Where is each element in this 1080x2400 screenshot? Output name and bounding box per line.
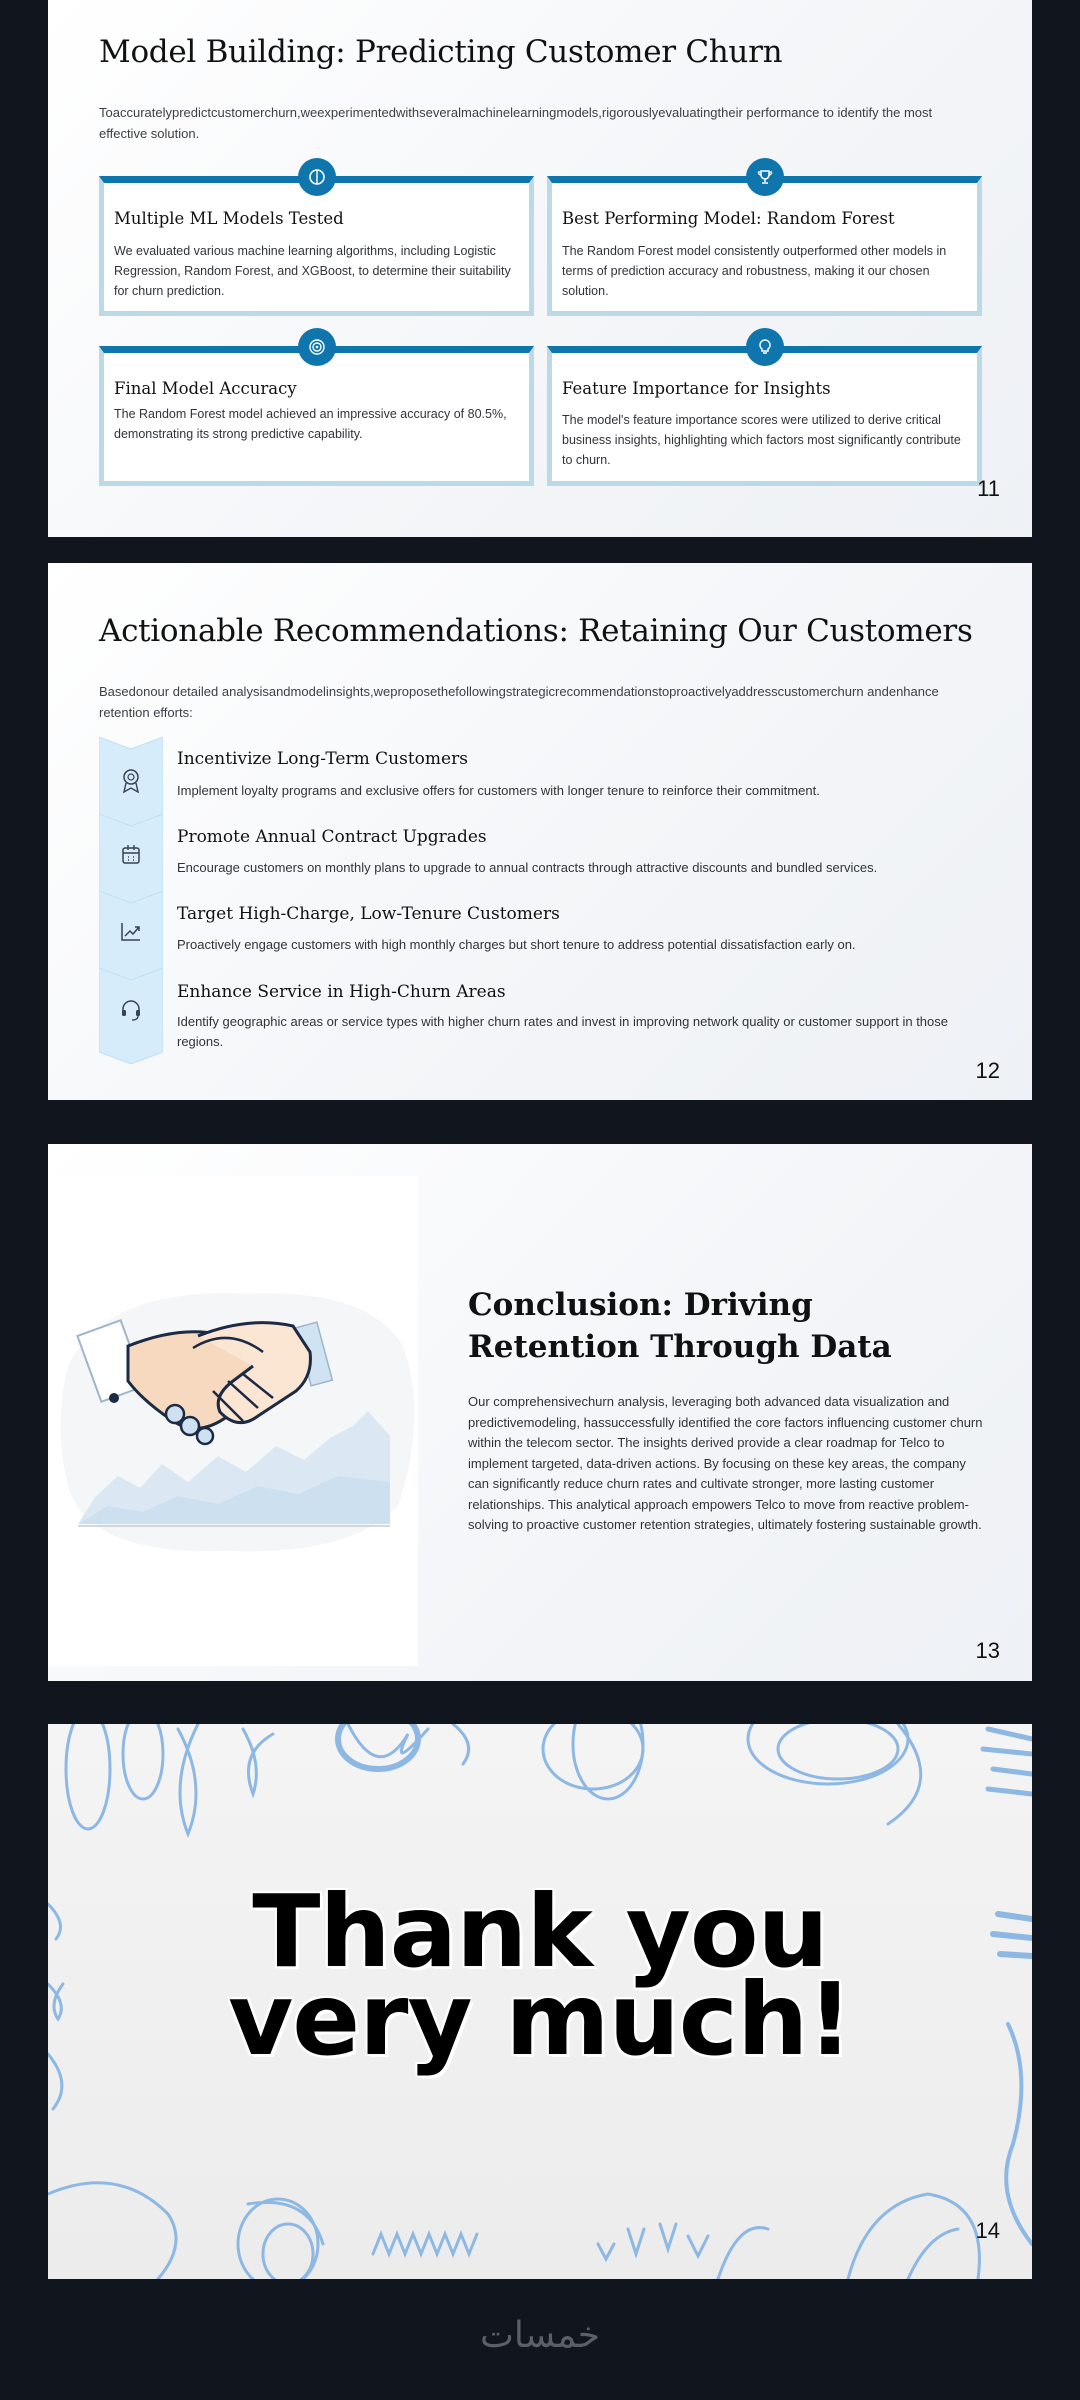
card-title: Multiple ML Models Tested (114, 209, 344, 228)
slide-title: Conclusion: Driving Retention Through Data (468, 1287, 892, 1365)
illustration-panel (48, 1176, 418, 1666)
rec-desc: Proactively engage customers with high monthly charges but short tenure to address potential dissatisfaction early on. (177, 937, 856, 952)
card-title: Best Performing Model: Random Forest (562, 209, 895, 228)
page-number: 12 (975, 1058, 1000, 1083)
rec-desc: Implement loyalty programs and exclusive offers for customers with longer tenure to reinforce their commitment. (177, 783, 820, 798)
target-icon (298, 328, 336, 366)
page-number: 14 (975, 2218, 1000, 2243)
page-number: 11 (977, 476, 1000, 501)
page-number: 13 (975, 1638, 1000, 1663)
card-desc: We evaluated various machine learning algorithms, including Logistic Regression, Random Forest, and XGBoost, to determine their suitability for churn prediction. (114, 244, 511, 298)
rec-title: Enhance Service in High-Churn Areas (177, 982, 506, 1002)
thanks-line-2: very much! (228, 1961, 852, 2078)
card-feature-importance (547, 346, 982, 486)
slide-intro: Toaccuratelypredictcustomerchurn,weexperimentedwithseveralmachinelearningmodels,rigorouslyevaluatingtheir performance to identify the most effective solution. (99, 105, 933, 141)
card-random-forest (547, 176, 982, 316)
thanks-line-1: Thank you (252, 1873, 828, 1990)
slide-title: Actionable Recommendations: Retaining Our Customers (99, 613, 973, 649)
card-final-accuracy (99, 346, 534, 486)
lightbulb-icon (746, 328, 784, 366)
card-ml-models (99, 176, 534, 316)
trophy-icon (746, 158, 784, 196)
handshake-illustration (48, 1176, 418, 1666)
slide-14 (48, 1724, 1032, 2279)
slide-11 (48, 0, 1032, 537)
rec-desc: Encourage customers on monthly plans to upgrade to annual contracts through attractive discounts and bundled services. (177, 860, 878, 875)
slide-intro: Basedonour detailed analysisandmodelinsights,weproposethefollowingstrategicrecommendationstoproactivelyaddresscustomerchurn andenhance retention efforts: (99, 684, 939, 720)
card-title: Feature Importance for Insights (562, 379, 831, 398)
rec-title: Target High-Charge, Low-Tenure Customers (177, 904, 560, 924)
card-desc: The model's feature importance scores were utilized to derive critical business insights, highlighting which factors most significantly contribute to churn. (562, 413, 961, 467)
brain-icon (298, 158, 336, 196)
card-desc: The Random Forest model achieved an impressive accuracy of 80.5%, demonstrating its strong predictive capability. (114, 407, 507, 441)
rec-title: Promote Annual Contract Upgrades (177, 827, 487, 847)
slide-13 (48, 1144, 1032, 1681)
slide-body: Our comprehensivechurn analysis, leveraging both advanced data visualization and predictivemodeling, hassuccessfully identified the core factors influencing customer churn within the telecom sector. The insights derived provide a clear roadmap for Telco to implement targeted, data-driven actions. By focusing on these key areas, the company can significantly reduce churn rates and cultivate stronger, more lasting customer relationships. This analytical approach empowers Telco to move from reactive problem-solving to proactive customer retention strategies, ultimately fostering sustainable growth. (468, 1394, 983, 1532)
footer-logo: خمسات (479, 2315, 601, 2356)
slide-12 (48, 563, 1032, 1100)
rec-desc: Identify geographic areas or service types with higher churn rates and invest in improving network quality or customer support in those regions. (177, 1014, 948, 1049)
card-desc: The Random Forest model consistently outperformed other models in terms of prediction accuracy and robustness, making it our chosen solution. (562, 244, 947, 298)
rec-title: Incentivize Long-Term Customers (177, 749, 468, 769)
slide-title: Model Building: Predicting Customer Churn (99, 34, 783, 70)
headset-icon (99, 968, 163, 1064)
card-title: Final Model Accuracy (114, 379, 297, 398)
